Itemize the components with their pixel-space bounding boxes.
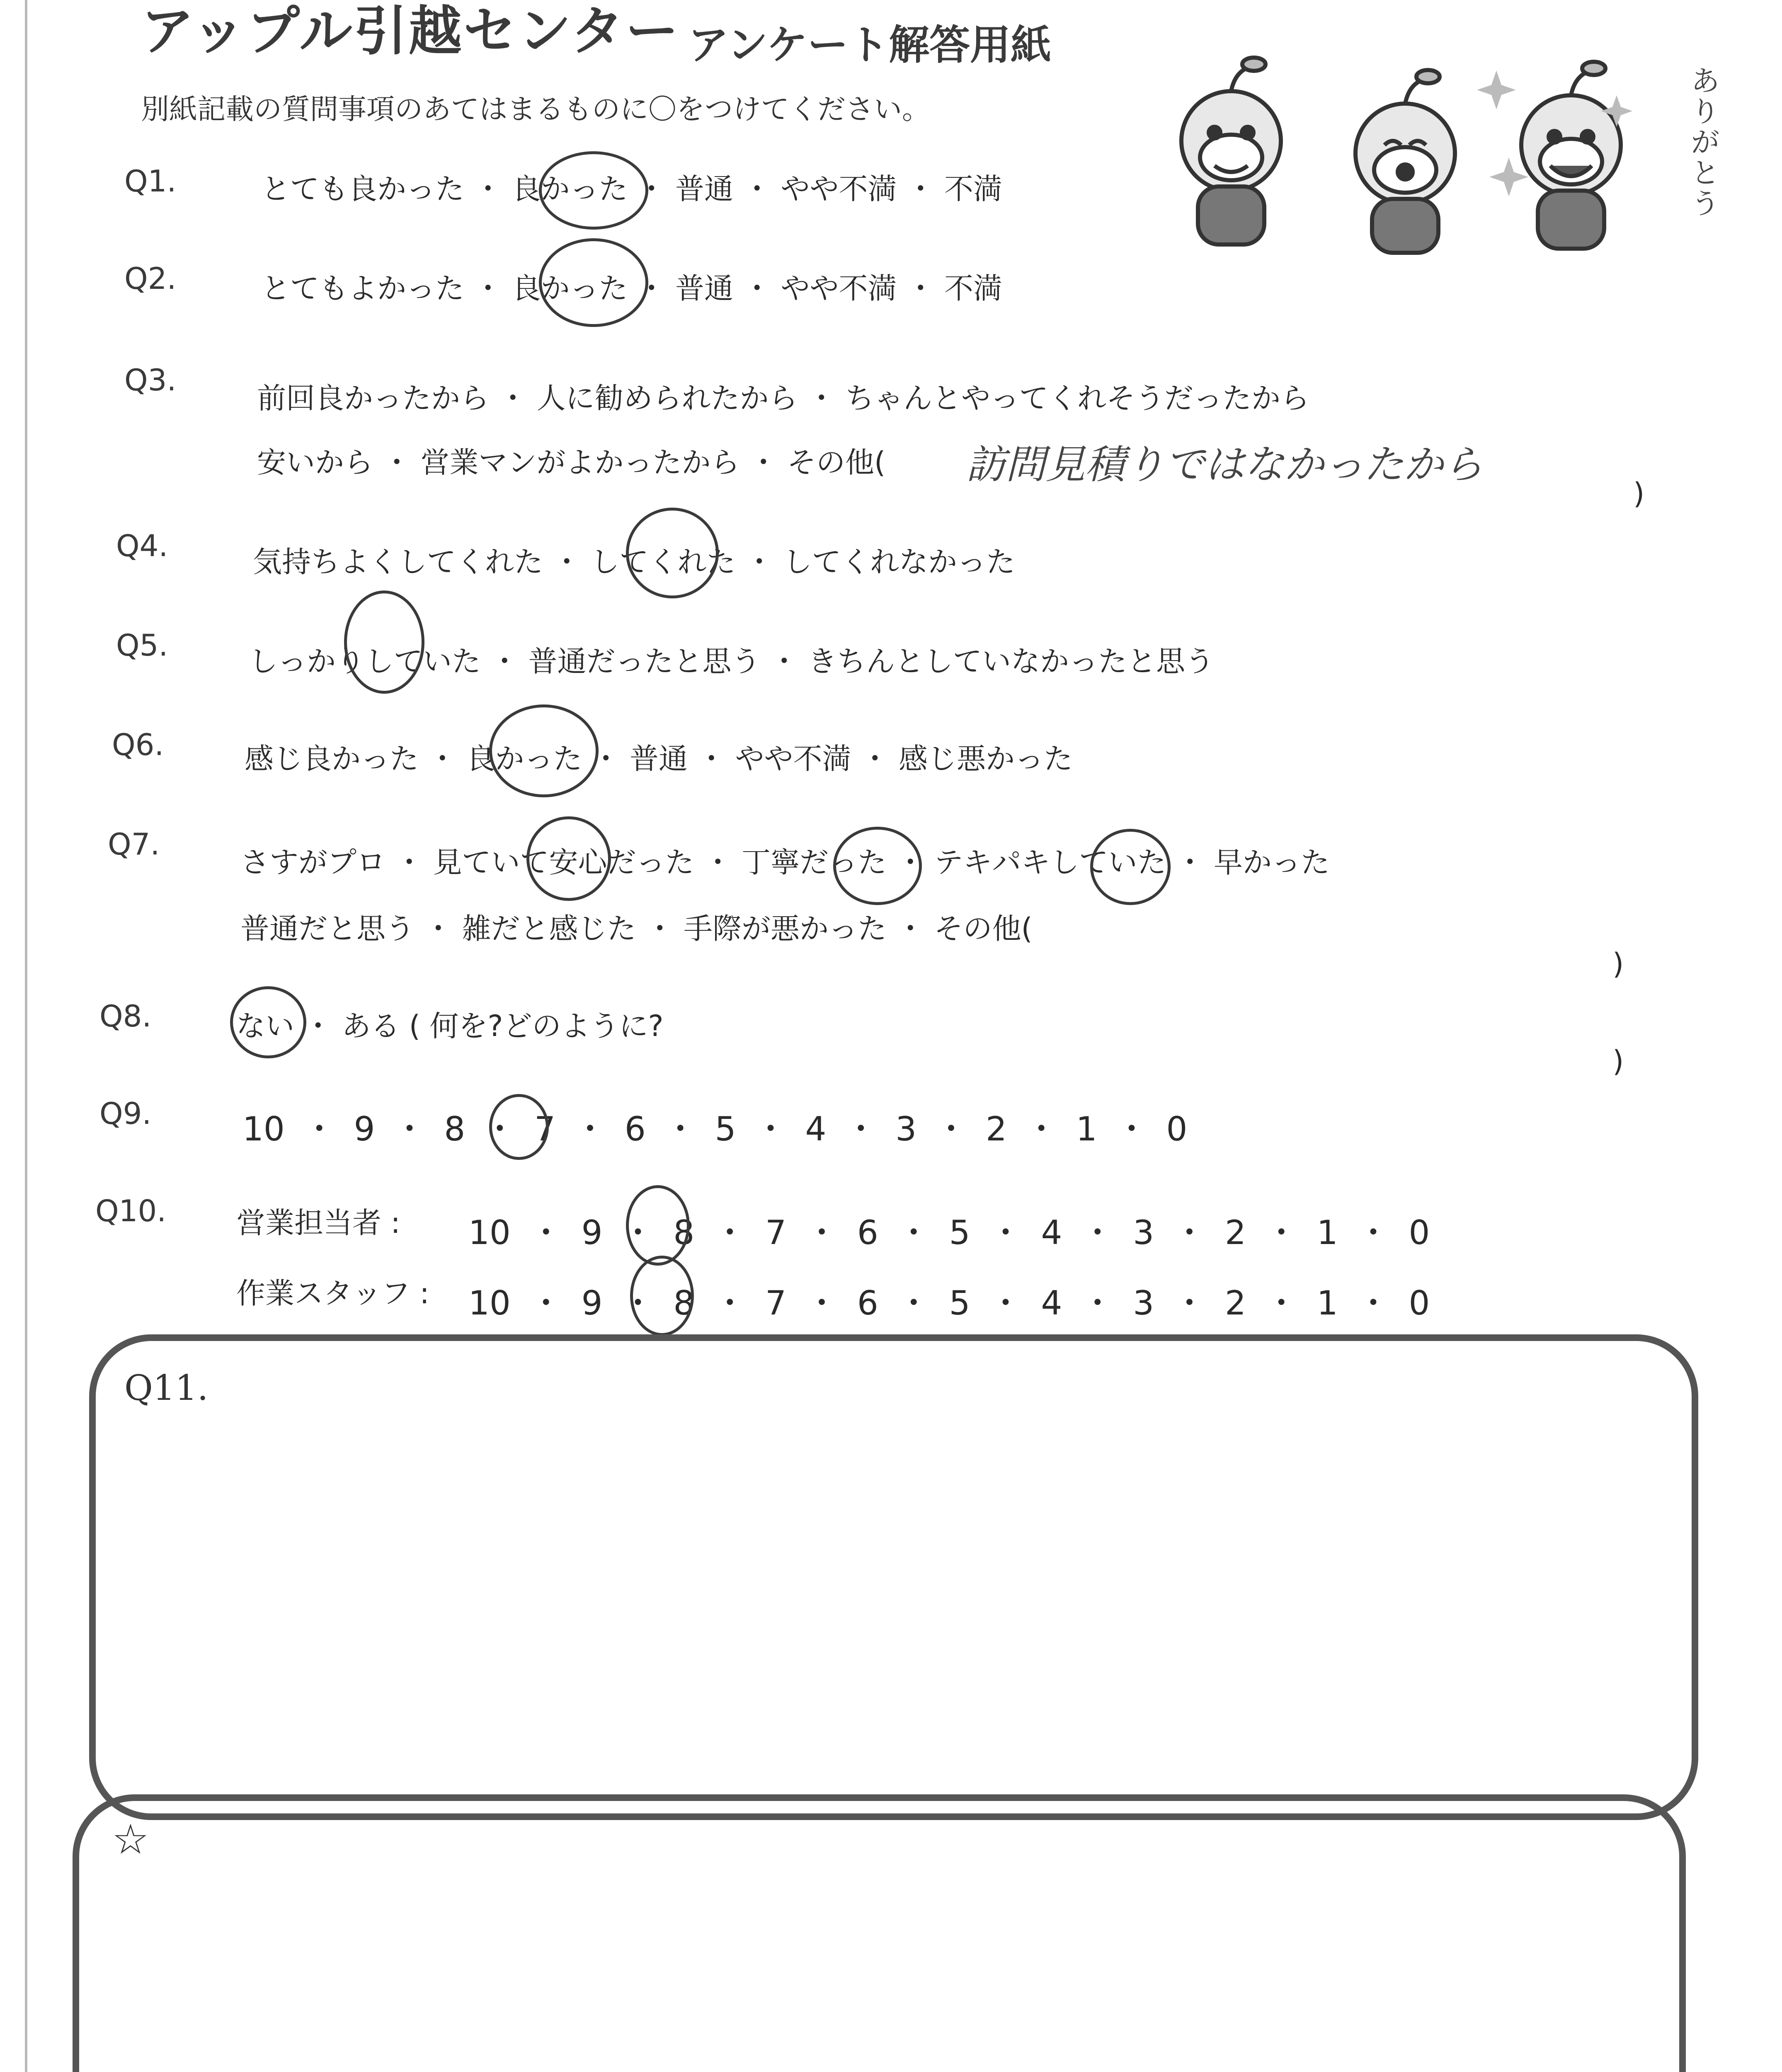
q3-other-answer[interactable]: 訪問見積りではなかったから [966,441,1483,488]
q9-answer-circle [489,1094,549,1160]
q3-number: Q3. [124,363,177,397]
q10-staff-label: 作業スタッフ : [236,1276,429,1310]
q7-answer-circle-3 [1090,829,1171,905]
q7-options-line1[interactable]: さすがプロ ・ 見ていて安心だった ・ 丁寧だった ・ テキパキしていた ・ 早かった [240,845,1330,879]
q6-options[interactable]: 感じ良かった ・ 良かった ・ 普通 ・ やや不満 ・ 感じ悪かった [245,742,1073,776]
q8-answer-circle [230,986,306,1058]
q4-options[interactable]: 気持ちよくしてくれた ・ してくれた ・ してくれなかった [253,545,1016,579]
q6-answer-circle [489,704,599,797]
company-title: アップル引越センター [141,0,680,62]
q5-number: Q5. [116,628,168,663]
star-comment-box[interactable] [73,1794,1686,2072]
q10-sales-answer-circle [626,1185,690,1266]
q11-label: Q11. [124,1368,209,1408]
q7-close-paren: ) [1612,947,1624,981]
q10-sales-label: 営業担当者 : [236,1206,400,1240]
q9-number: Q9. [99,1096,152,1131]
q5-answer-circle [344,591,424,694]
scan-edge-line [25,0,27,2072]
q8-close-paren: ) [1612,1044,1624,1078]
q7-number: Q7. [108,827,160,862]
q5-options[interactable]: しっかりしていた ・ 普通だったと思う ・ きちんとしていなかったと思う [249,644,1215,678]
q2-number: Q2. [124,261,177,296]
q10-staff-answer-circle [630,1256,694,1336]
mascot-caption: ありがとう [1691,65,1720,220]
q10-sales-scale[interactable]: 10 ・ 9 ・ 8 ・ 7 ・ 6 ・ 5 ・ 4 ・ 3 ・ 2 ・ 1 ・ 0 [468,1213,1430,1252]
instructions: 別紙記載の質問事項のあてはまるものに〇をつけてください。 [141,93,931,126]
q2-answer-circle [539,238,648,327]
q8-options[interactable]: ない ・ ある ( 何を?どのように? [236,1009,664,1043]
q11-comment-box[interactable] [89,1334,1698,1820]
q1-number: Q1. [124,164,177,198]
star-label: ☆ [112,1815,149,1864]
q7-answer-circle-2 [833,827,922,905]
q10-staff-scale[interactable]: 10 ・ 9 ・ 8 ・ 7 ・ 6 ・ 5 ・ 4 ・ 3 ・ 2 ・ 1 ・ 0 [468,1284,1430,1322]
q1-options[interactable]: とても良かった ・ 良かった ・ 普通 ・ やや不満 ・ 不満 [261,172,1003,206]
mascot-illustration [1152,46,1724,261]
q3-close-paren: ) [1633,477,1645,511]
q2-options[interactable]: とてもよかった ・ 良かった ・ 普通 ・ やや不満 ・ 不満 [261,271,1003,305]
q6-number: Q6. [112,727,164,762]
q9-scale[interactable]: 10 ・ 9 ・ 8 ・ 7 ・ 6 ・ 5 ・ 4 ・ 3 ・ 2 ・ 1 ・ 0 [242,1110,1188,1148]
q4-number: Q4. [116,528,168,563]
q4-answer-circle [626,508,719,598]
q1-answer-circle [539,151,648,230]
q3-options-line1[interactable]: 前回良かったから ・ 人に勧められたから ・ ちゃんとやってくれそうだったから [257,381,1310,415]
q7-options-line2[interactable]: 普通だと思う ・ 雑だと感じた ・ 手際が悪かった ・ その他( [240,912,1033,946]
q3-options-line2[interactable]: 安いから ・ 営業マンがよかったから ・ その他( [257,445,886,479]
form-title: アンケート解答用紙 [688,22,1052,69]
q10-number: Q10. [95,1193,167,1228]
q8-number: Q8. [99,999,152,1034]
q7-answer-circle-1 [526,816,611,901]
